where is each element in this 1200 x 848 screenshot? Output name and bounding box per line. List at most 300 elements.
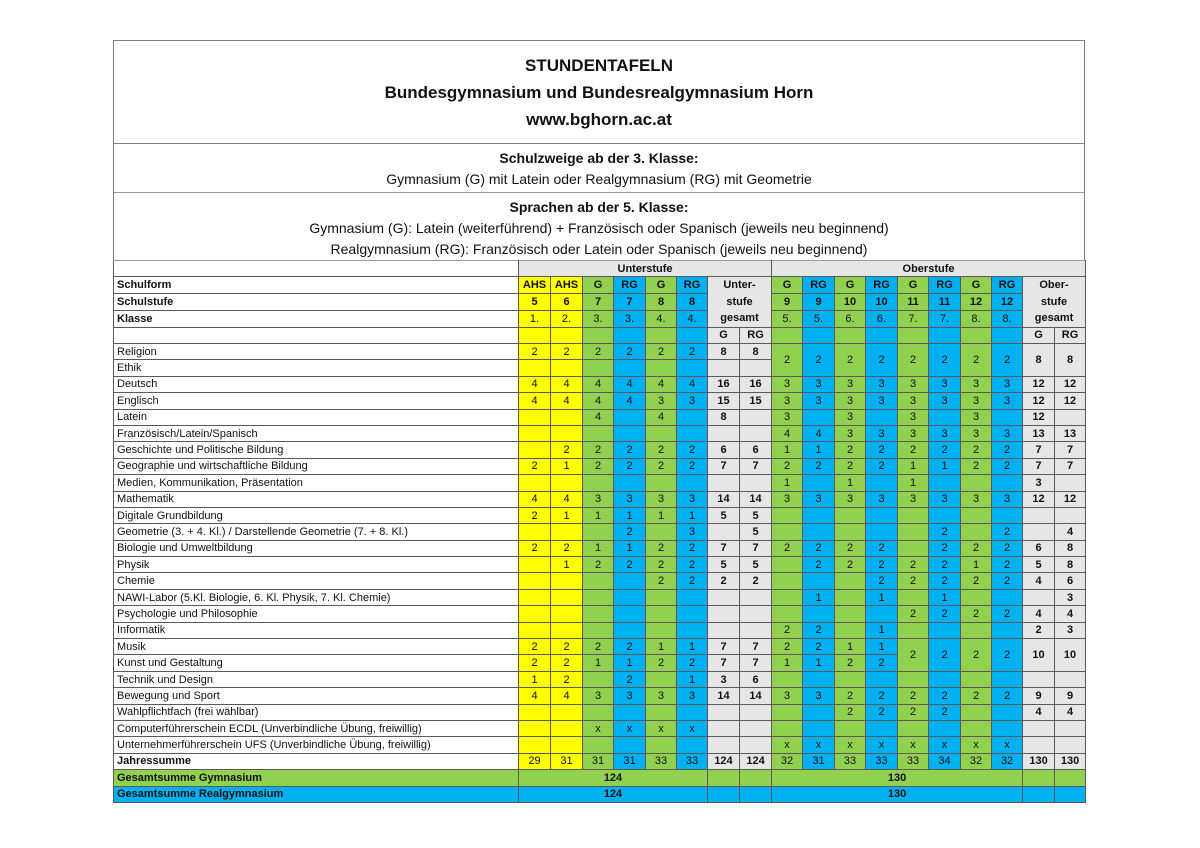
blank-cell bbox=[708, 770, 740, 786]
hours-cell: 3 bbox=[772, 409, 803, 425]
hours-cell: 1 bbox=[583, 507, 614, 523]
hours-cell: 1 bbox=[898, 458, 929, 474]
blank-cell bbox=[519, 327, 551, 343]
ober-total-rg bbox=[1055, 671, 1086, 687]
hours-cell: x bbox=[929, 737, 961, 753]
hours-cell: 2 bbox=[519, 458, 551, 474]
hours-cell bbox=[772, 573, 803, 589]
hours-cell: 2 bbox=[646, 344, 677, 360]
klasse-cell: 6. bbox=[835, 310, 866, 327]
hours-cell bbox=[614, 622, 646, 638]
gesamt-rg-row bbox=[114, 786, 1086, 802]
ober-total-g bbox=[1023, 507, 1055, 523]
hours-cell: 3 bbox=[898, 409, 929, 425]
blank-cell bbox=[1023, 786, 1055, 802]
jahressumme-cell: 31 bbox=[583, 753, 614, 769]
hours-cell bbox=[519, 704, 551, 720]
hours-cell bbox=[866, 475, 898, 491]
hours-cell: 2 bbox=[929, 704, 961, 720]
subject-row bbox=[114, 442, 1086, 458]
hours-cell: 2 bbox=[677, 557, 708, 573]
hours-cell: 2 bbox=[583, 458, 614, 474]
hours-cell: 2 bbox=[772, 622, 803, 638]
hours-cell: 3 bbox=[961, 491, 992, 507]
subject-row bbox=[114, 524, 1086, 540]
unter-total-rg-header: RG bbox=[740, 327, 772, 343]
schulform-cell: RG bbox=[866, 277, 898, 294]
unter-total-rg bbox=[740, 409, 772, 425]
hours-cell: 3 bbox=[677, 524, 708, 540]
ober-total-g: 12 bbox=[1023, 376, 1055, 392]
unter-total-rg: 6 bbox=[740, 442, 772, 458]
unter-total-rg bbox=[740, 622, 772, 638]
blank-cell bbox=[740, 786, 772, 802]
subject-label: Technik und Design bbox=[114, 671, 519, 687]
jahressumme-cell: 32 bbox=[992, 753, 1023, 769]
unter-total-g: 6 bbox=[708, 442, 740, 458]
blank-cell bbox=[708, 786, 740, 802]
hours-cell bbox=[772, 557, 803, 573]
hours-cell bbox=[519, 589, 551, 605]
schulstufe-cell: 6 bbox=[551, 294, 583, 311]
hours-cell: 2 bbox=[551, 639, 583, 655]
hours-cell bbox=[961, 475, 992, 491]
subject-row bbox=[114, 573, 1086, 589]
ober-total-g: 8 bbox=[1023, 344, 1055, 377]
hours-cell: 4 bbox=[772, 425, 803, 441]
blank-cell bbox=[835, 327, 866, 343]
blank-cell bbox=[114, 261, 519, 277]
hours-cell bbox=[646, 425, 677, 441]
hours-cell: 3 bbox=[866, 425, 898, 441]
hours-cell: 2 bbox=[614, 639, 646, 655]
unter-total-g bbox=[708, 425, 740, 441]
hours-cell: 3 bbox=[803, 688, 835, 704]
blank-cell bbox=[1023, 770, 1055, 786]
hours-cell bbox=[583, 737, 614, 753]
hours-cell bbox=[961, 622, 992, 638]
hours-cell bbox=[866, 671, 898, 687]
hours-cell bbox=[929, 507, 961, 523]
unter-total-g bbox=[708, 720, 740, 736]
hours-cell: 3 bbox=[992, 425, 1023, 441]
hours-cell: 1 bbox=[614, 507, 646, 523]
subject-label: Englisch bbox=[114, 393, 519, 409]
hours-cell: 4 bbox=[551, 393, 583, 409]
ober-total-g: 12 bbox=[1023, 409, 1055, 425]
klasse-cell: 4. bbox=[677, 310, 708, 327]
timetable bbox=[113, 260, 1086, 803]
subject-label: NAWI-Labor (5.Kl. Biologie, 6. Kl. Physik, 7. Kl. Chemie) bbox=[114, 589, 519, 605]
hours-cell bbox=[519, 737, 551, 753]
hours-cell bbox=[583, 573, 614, 589]
hours-cell: 2 bbox=[583, 344, 614, 360]
unter-total-rg: 7 bbox=[740, 540, 772, 556]
blank-cell bbox=[583, 327, 614, 343]
hours-cell bbox=[614, 360, 646, 376]
hours-cell bbox=[803, 524, 835, 540]
ober-total-g: 13 bbox=[1023, 425, 1055, 441]
hours-cell bbox=[898, 524, 929, 540]
group-unterstufe: Unterstufe bbox=[519, 261, 772, 277]
hours-cell: 2 bbox=[646, 442, 677, 458]
subject-row bbox=[114, 589, 1086, 605]
hours-cell: 2 bbox=[772, 458, 803, 474]
hours-cell bbox=[898, 671, 929, 687]
schulstufe-cell: 8 bbox=[677, 294, 708, 311]
gesamt-rg-unterstufe: 124 bbox=[519, 786, 708, 802]
unter-total-rg bbox=[740, 425, 772, 441]
hours-cell: 1 bbox=[898, 475, 929, 491]
hours-cell bbox=[551, 475, 583, 491]
hours-cell: 2 bbox=[519, 507, 551, 523]
unter-total-g: 14 bbox=[708, 491, 740, 507]
hours-cell: 2 bbox=[551, 540, 583, 556]
hours-cell bbox=[519, 425, 551, 441]
hours-cell: x bbox=[961, 737, 992, 753]
hours-cell: 2 bbox=[992, 688, 1023, 704]
hours-cell: 4 bbox=[551, 688, 583, 704]
unter-total-rg: 8 bbox=[740, 344, 772, 360]
hours-cell: 2 bbox=[519, 639, 551, 655]
hours-cell: 3 bbox=[614, 491, 646, 507]
hours-cell: 2 bbox=[898, 639, 929, 672]
header-box bbox=[113, 40, 1085, 260]
hours-cell: x bbox=[866, 737, 898, 753]
hours-cell bbox=[583, 704, 614, 720]
hours-cell bbox=[898, 720, 929, 736]
unterstufe-total-header: Unter- stufe gesamt bbox=[708, 277, 772, 327]
hours-cell: 3 bbox=[677, 688, 708, 704]
hours-cell: 2 bbox=[961, 442, 992, 458]
hours-cell: 2 bbox=[929, 688, 961, 704]
hours-cell bbox=[519, 573, 551, 589]
klasse-cell: 4. bbox=[646, 310, 677, 327]
hours-cell: 3 bbox=[803, 376, 835, 392]
hours-cell: 2 bbox=[898, 606, 929, 622]
subject-row bbox=[114, 622, 1086, 638]
subject-label: Geographie und wirtschaftliche Bildung bbox=[114, 458, 519, 474]
hours-cell: 2 bbox=[961, 688, 992, 704]
hours-cell: 3 bbox=[929, 491, 961, 507]
schulform-cell: G bbox=[898, 277, 929, 294]
hours-cell: 2 bbox=[677, 458, 708, 474]
hours-cell bbox=[551, 737, 583, 753]
hours-cell: 2 bbox=[835, 344, 866, 377]
hours-cell bbox=[835, 573, 866, 589]
subject-row bbox=[114, 688, 1086, 704]
hours-cell: 1 bbox=[551, 557, 583, 573]
unter-total-rg bbox=[740, 589, 772, 605]
hours-cell: 3 bbox=[992, 376, 1023, 392]
hours-cell: 1 bbox=[803, 655, 835, 671]
hours-cell: 2 bbox=[646, 458, 677, 474]
schulstufe-cell: 10 bbox=[866, 294, 898, 311]
subject-row bbox=[114, 606, 1086, 622]
hours-cell bbox=[677, 425, 708, 441]
hours-cell: 2 bbox=[992, 458, 1023, 474]
hours-cell: 1 bbox=[961, 557, 992, 573]
subject-row bbox=[114, 507, 1086, 523]
hours-cell bbox=[992, 589, 1023, 605]
hours-cell: 2 bbox=[803, 622, 835, 638]
schulform-cell: RG bbox=[677, 277, 708, 294]
subject-row bbox=[114, 540, 1086, 556]
hours-cell: 3 bbox=[835, 409, 866, 425]
hours-cell: 4 bbox=[551, 376, 583, 392]
hours-cell bbox=[519, 475, 551, 491]
hours-cell bbox=[646, 671, 677, 687]
hours-cell bbox=[551, 573, 583, 589]
ober-total-g bbox=[1023, 720, 1055, 736]
hours-cell bbox=[803, 573, 835, 589]
klasse-cell: 5. bbox=[772, 310, 803, 327]
subject-label: Physik bbox=[114, 557, 519, 573]
schulstufe-cell: 7 bbox=[614, 294, 646, 311]
hours-cell bbox=[646, 475, 677, 491]
hours-cell: 1 bbox=[929, 589, 961, 605]
hours-cell bbox=[614, 704, 646, 720]
ober-total-rg bbox=[1055, 475, 1086, 491]
hours-cell: 4 bbox=[646, 409, 677, 425]
unter-total-g: 5 bbox=[708, 507, 740, 523]
hours-cell bbox=[803, 671, 835, 687]
hours-cell bbox=[835, 606, 866, 622]
unter-total-g: 3 bbox=[708, 671, 740, 687]
subject-label: Mathematik bbox=[114, 491, 519, 507]
subject-label: Religion bbox=[114, 344, 519, 360]
hours-cell: 3 bbox=[583, 688, 614, 704]
school-name: Bundesgymnasium und Bundesrealgymnasium Horn bbox=[384, 82, 814, 102]
unter-total-rg: 14 bbox=[740, 688, 772, 704]
hours-cell: 3 bbox=[677, 393, 708, 409]
ober-total-g: 3 bbox=[1023, 475, 1055, 491]
ober-total-rg: 4 bbox=[1055, 524, 1086, 540]
hours-cell bbox=[551, 360, 583, 376]
hours-cell bbox=[835, 524, 866, 540]
group-header-row bbox=[114, 261, 1086, 277]
unter-total-rg: 2 bbox=[740, 573, 772, 589]
jahressumme-cell: 31 bbox=[551, 753, 583, 769]
subject-label: Ethik bbox=[114, 360, 519, 376]
hours-cell bbox=[835, 622, 866, 638]
hours-cell bbox=[772, 704, 803, 720]
hours-cell bbox=[866, 409, 898, 425]
timetable-sheet bbox=[113, 40, 1085, 803]
hours-cell: 2 bbox=[583, 442, 614, 458]
hours-cell: 2 bbox=[646, 573, 677, 589]
blank-cell bbox=[961, 327, 992, 343]
hours-cell bbox=[992, 704, 1023, 720]
subject-label: Informatik bbox=[114, 622, 519, 638]
hours-cell: 2 bbox=[992, 524, 1023, 540]
hours-cell bbox=[519, 409, 551, 425]
hours-cell: 2 bbox=[583, 557, 614, 573]
subject-label: Bewegung und Sport bbox=[114, 688, 519, 704]
hours-cell: 3 bbox=[898, 491, 929, 507]
hours-cell: 2 bbox=[898, 557, 929, 573]
hours-cell bbox=[677, 737, 708, 753]
hours-cell bbox=[772, 524, 803, 540]
jahressumme-ober-rg: 130 bbox=[1055, 753, 1086, 769]
hours-cell: 2 bbox=[992, 442, 1023, 458]
unter-total-rg: 7 bbox=[740, 655, 772, 671]
subject-label: Geschichte und Politische Bildung bbox=[114, 442, 519, 458]
unter-total-rg: 14 bbox=[740, 491, 772, 507]
unter-total-g bbox=[708, 704, 740, 720]
branches-heading: Schulzweige ab der 3. Klasse: bbox=[499, 150, 699, 166]
hours-cell bbox=[551, 589, 583, 605]
hours-cell: 1 bbox=[929, 458, 961, 474]
blank-cell bbox=[646, 327, 677, 343]
hours-cell: 1 bbox=[835, 475, 866, 491]
hours-cell: 4 bbox=[646, 376, 677, 392]
hours-cell: 2 bbox=[677, 540, 708, 556]
hours-cell: 3 bbox=[961, 425, 992, 441]
hours-cell: 2 bbox=[551, 671, 583, 687]
hours-cell bbox=[551, 704, 583, 720]
unter-total-rg: 15 bbox=[740, 393, 772, 409]
ober-total-g: 4 bbox=[1023, 606, 1055, 622]
subject-label: Latein bbox=[114, 409, 519, 425]
schulform-cell: G bbox=[646, 277, 677, 294]
hours-cell: 1 bbox=[866, 622, 898, 638]
ober-total-rg: 12 bbox=[1055, 491, 1086, 507]
subject-row bbox=[114, 409, 1086, 425]
hours-cell bbox=[646, 524, 677, 540]
hours-cell bbox=[803, 507, 835, 523]
ober-total-rg-header: RG bbox=[1055, 327, 1086, 343]
hours-cell: 2 bbox=[898, 573, 929, 589]
subject-label: Digitale Grundbildung bbox=[114, 507, 519, 523]
unter-total-g bbox=[708, 737, 740, 753]
jahressumme-cell: 33 bbox=[835, 753, 866, 769]
hours-cell: 2 bbox=[551, 442, 583, 458]
hours-cell: 1 bbox=[866, 639, 898, 655]
subject-row bbox=[114, 376, 1086, 392]
hours-cell bbox=[866, 507, 898, 523]
hours-cell: 1 bbox=[677, 507, 708, 523]
hours-cell: 2 bbox=[866, 344, 898, 377]
hours-cell: 2 bbox=[929, 540, 961, 556]
jahressumme-cell: 32 bbox=[961, 753, 992, 769]
hours-cell: 2 bbox=[929, 442, 961, 458]
ober-total-g: 12 bbox=[1023, 491, 1055, 507]
hours-cell: 2 bbox=[866, 458, 898, 474]
subject-label: Wahlpflichtfach (frei wählbar) bbox=[114, 704, 519, 720]
ober-total-g-header: G bbox=[1023, 327, 1055, 343]
hours-cell: 2 bbox=[992, 344, 1023, 377]
klasse-cell: 1. bbox=[519, 310, 551, 327]
hours-cell bbox=[677, 360, 708, 376]
hours-cell bbox=[614, 425, 646, 441]
hours-cell bbox=[583, 524, 614, 540]
jahressumme-unter-g: 124 bbox=[708, 753, 740, 769]
hours-cell: 2 bbox=[992, 606, 1023, 622]
hours-cell: 3 bbox=[646, 491, 677, 507]
hours-cell: 3 bbox=[835, 425, 866, 441]
hours-cell: 2 bbox=[835, 540, 866, 556]
hours-cell: 3 bbox=[961, 409, 992, 425]
hours-cell: 1 bbox=[803, 589, 835, 605]
oberstufe-total-header: Ober- stufe gesamt bbox=[1023, 277, 1086, 327]
schulstufe-cell: 5 bbox=[519, 294, 551, 311]
subject-label: Computerführerschein ECDL (Unverbindliche Übung, freiwillig) bbox=[114, 720, 519, 736]
schulstufe-cell: 9 bbox=[803, 294, 835, 311]
ober-total-rg: 13 bbox=[1055, 425, 1086, 441]
hours-cell bbox=[646, 360, 677, 376]
hours-cell: 3 bbox=[898, 425, 929, 441]
hours-cell: 2 bbox=[551, 655, 583, 671]
hours-cell bbox=[519, 622, 551, 638]
hours-cell: 3 bbox=[835, 376, 866, 392]
unter-total-g bbox=[708, 360, 740, 376]
hours-cell: x bbox=[772, 737, 803, 753]
hours-cell bbox=[646, 737, 677, 753]
hours-cell: 1 bbox=[803, 442, 835, 458]
hours-cell: 2 bbox=[961, 573, 992, 589]
unter-total-g: 15 bbox=[708, 393, 740, 409]
hours-cell: 3 bbox=[866, 376, 898, 392]
hours-cell bbox=[614, 737, 646, 753]
hours-cell: 3 bbox=[772, 491, 803, 507]
row-label-schulform: Schulform bbox=[114, 277, 519, 294]
hours-cell bbox=[772, 720, 803, 736]
subject-label: Unternehmerführerschein UFS (Unverbindliche Übung, freiwillig) bbox=[114, 737, 519, 753]
hours-cell bbox=[583, 671, 614, 687]
ober-total-rg: 4 bbox=[1055, 704, 1086, 720]
hours-cell: 2 bbox=[519, 540, 551, 556]
unter-total-g-header: G bbox=[708, 327, 740, 343]
hours-cell bbox=[961, 704, 992, 720]
hours-cell: 2 bbox=[961, 344, 992, 377]
hours-cell bbox=[929, 475, 961, 491]
hours-cell: 3 bbox=[961, 376, 992, 392]
header-row-schulstufe bbox=[114, 294, 1086, 311]
blank-cell bbox=[551, 327, 583, 343]
ober-total-rg: 8 bbox=[1055, 344, 1086, 377]
hours-cell bbox=[803, 409, 835, 425]
hours-cell bbox=[929, 622, 961, 638]
schulform-cell: RG bbox=[929, 277, 961, 294]
klasse-cell: 7. bbox=[898, 310, 929, 327]
ober-total-g: 10 bbox=[1023, 639, 1055, 672]
hours-cell bbox=[519, 557, 551, 573]
hours-cell: 3 bbox=[772, 688, 803, 704]
unter-total-rg: 7 bbox=[740, 639, 772, 655]
hours-cell bbox=[551, 606, 583, 622]
ober-total-rg bbox=[1055, 737, 1086, 753]
hours-cell bbox=[898, 540, 929, 556]
hours-cell bbox=[677, 589, 708, 605]
hours-cell: 2 bbox=[992, 573, 1023, 589]
school-website: www.bghorn.ac.at bbox=[526, 109, 672, 129]
hours-cell: 2 bbox=[961, 458, 992, 474]
hours-cell: 2 bbox=[898, 344, 929, 377]
hours-cell bbox=[646, 622, 677, 638]
hours-cell: 2 bbox=[835, 442, 866, 458]
hours-cell: 2 bbox=[677, 573, 708, 589]
unter-total-g: 8 bbox=[708, 344, 740, 360]
hours-cell: 4 bbox=[803, 425, 835, 441]
hours-cell bbox=[992, 622, 1023, 638]
ober-total-g bbox=[1023, 671, 1055, 687]
schulstufe-cell: 11 bbox=[929, 294, 961, 311]
hours-cell bbox=[583, 622, 614, 638]
hours-cell: 1 bbox=[551, 458, 583, 474]
hours-cell bbox=[677, 475, 708, 491]
hours-cell: 4 bbox=[583, 393, 614, 409]
